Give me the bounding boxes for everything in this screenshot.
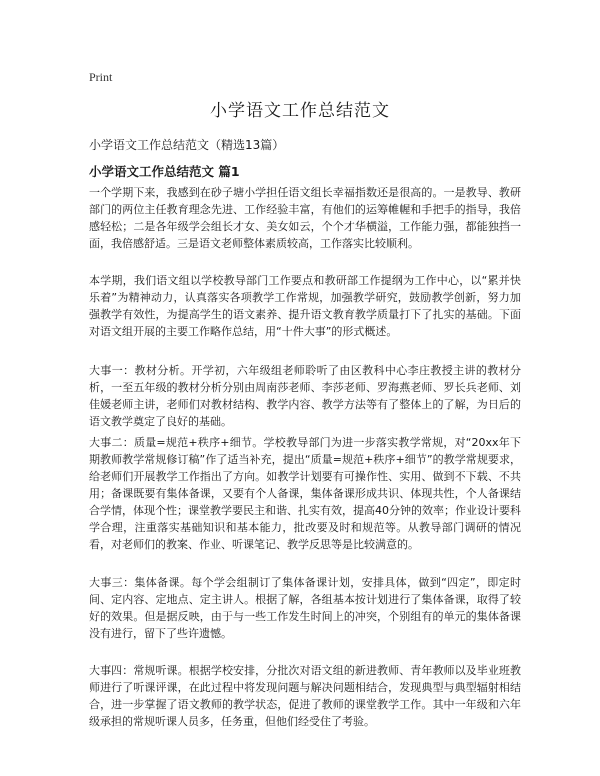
section-heading: 小学语文工作总结范文 篇1 — [89, 164, 240, 179]
paragraph-event-two: 大事二：质量=规范+秩序+细节。学校教导部门为进一步落实教学常规，对“20xx年下期教师教学常规修订稿”作了适当补充，提出“质量=规范+秩序+细节”的教学常规要求，给老师们开展教学工作指出了方向。如教学计划要有可操作性、实用、做到不下载、不共用；备课既要有集体备课，又要有个人备课，集体备课形成共识、体现共性，个人备课结合学情，体现个性；课堂教学要民主和谐、扎实有效，提高40分钟的效率；作业设计要科学合理，注重落实基础知识和基本能力，批改要及时和规范等。从教导部门调研的情况看，对老师们的教案、作业、听课笔记、教学反思等是比较满意的。 — [89, 436, 521, 551]
print-label[interactable]: Print — [89, 70, 113, 84]
page-title: 小学语文工作总结范文 — [210, 101, 390, 121]
document-subtitle: 小学语文工作总结范文（精选13篇） — [89, 138, 285, 152]
paragraph-semester-overview: 本学期，我们语文组以学校教导部门工作要点和教研部工作提纲为工作中心，以“累并快乐着”为精神动力，认真落实各项教学工作常规，加强教学研究，鼓励教学创新，努力加强教学有效性，为提高学生的语文素养、提升语文教育教学质量打下了扎实的基础。下面对语文组开展的主要工作略作总结，用“十件大事”的形式概述。 — [89, 274, 521, 338]
paragraph-event-one: 大事一：教材分析。开学初，六年级组老师聆听了由区教科中心李庄教授主讲的教材分析，一至五年级的教材分析分别由周南莎老师、李莎老师、罗海燕老师、罗长兵老师、刘佳媛老师主讲，老师们对教材结构、教学内容、教学方法等有了整体上的了解，为日后的语文教学奠定了良好的基础。 — [89, 364, 521, 428]
paragraph-intro: 一个学期下来，我感到在砂子塘小学担任语文组长幸福指数还是很高的。一是教导、教研部门的两位主任教育理念先进、工作经验丰富，有他们的运筹帷幄和手把手的指导，我倍感轻松；二是各年级学会组长才女、美女如云，个个才华横溢，工作能力强，都能独挡一面，我倍感舒适。三是语文老师整体素质较高，工作落实比较顺利。 — [89, 186, 521, 250]
paragraph-event-four: 大事四：常规听课。根据学校安排，分批次对语文组的新进教师、青年教师以及毕业班教师进行了听课评课，在此过程中将发现问题与解决问题相结合，发现典型与典型辐射相结合，进一步掌握了语文教师的教学状态，促进了教师的课堂教学工作。其中一年级和六年级承担的常规听课人员多，任务重，但他们经受住了考验。 — [89, 664, 521, 728]
paragraph-event-three: 大事三：集体备课。每个学会组制订了集体备课计划，安排具体，做到“四定”，即定时间、定内容、定地点、定主讲人。根据了解，各组基本按计划进行了集体备课，取得了较好的效果。但是据反映，由于与一些工作发生时间上的冲突，个别组有的单元的集体备课没有进行，留下了些许遗憾。 — [89, 576, 521, 640]
